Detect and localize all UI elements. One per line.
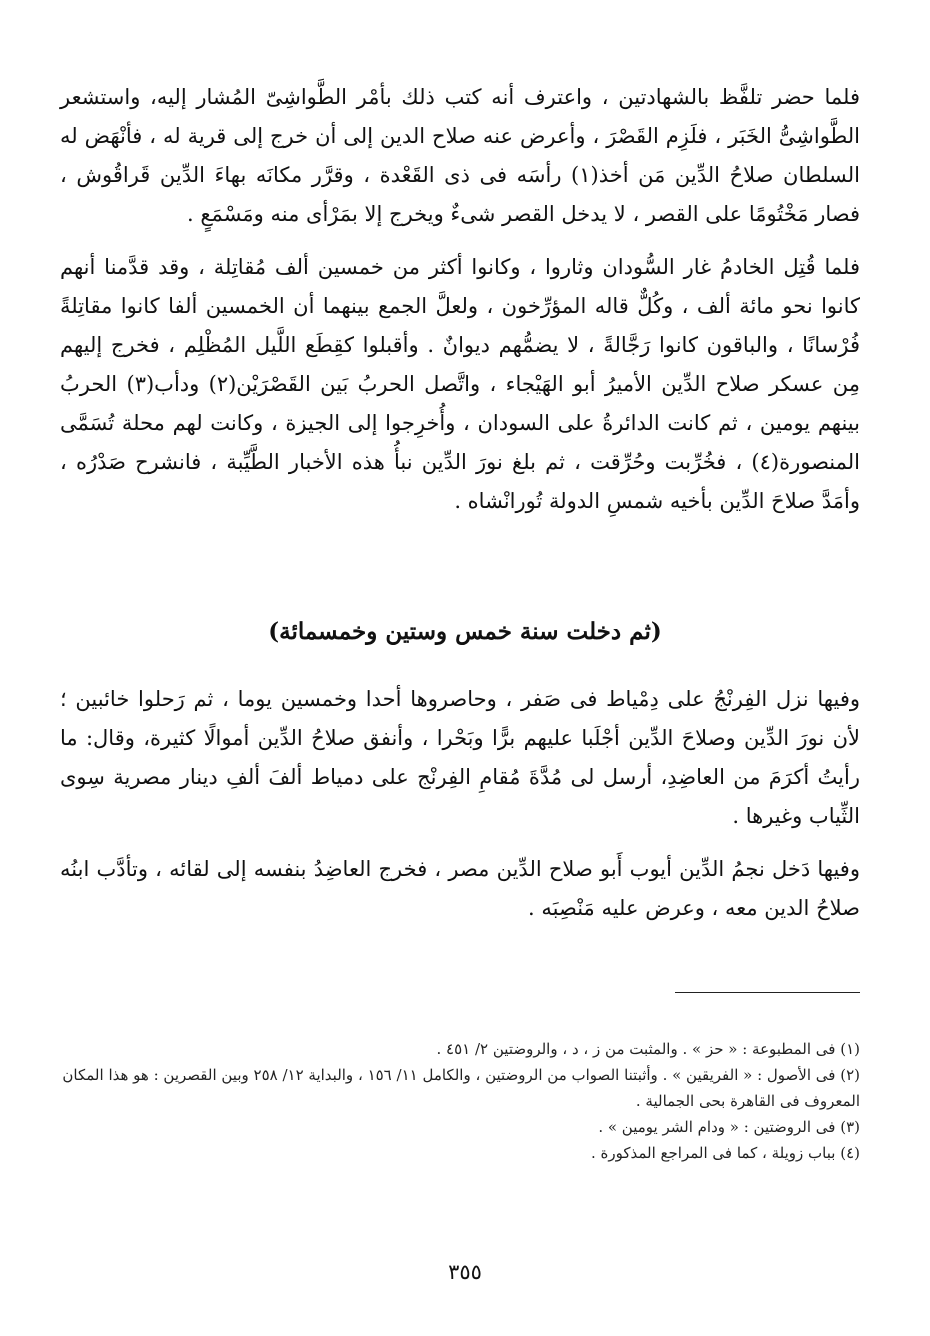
footnote-2: (٢) فى الأصول : « الفريقين » . وأثبتنا الصواب من الروضتين ، والكامل ١١/ ١٥٦ ، والبداية ١٢/ ٢٥٨ وبين القصرين : هو هذا المكان المعروف فى القاهرة بحى الجمالية .: [62, 1066, 860, 1110]
page-number: ٣٥٥: [448, 1260, 482, 1284]
footnotes: [60, 1036, 860, 1166]
footnote-3: (٣) فى الروضتين : « ودام الشر يومين » .: [598, 1118, 860, 1136]
footnote-1: (١) فى المطبوعة : « حز » . والمثبت من ز ، د ، والروضتين ٢/ ٤٥١ .: [436, 1040, 860, 1058]
main-text-block-2: [60, 680, 860, 928]
paragraph-3: وفيها نزل الفِرنْجُ على دِمْياط فى صَفر ، وحاصروها أحدا وخمسين يوما ، ثم رَحلوا خائبين ؛ لأن نورَ الدِّين وصلاحَ الدِّين أجْلَبا عليهم برًّا وبَحْرا ، وأنفق صلاحُ الدِّين أموالًا كثيرة، وقال: ما رأيتُ أكرَمَ من العاضِدِ، أرسل لى مُدَّةَ مُقامِ الفِرنْج على دمياط ألفَ ألفِ دينار مصرية سِوى الثِّياب وغيرها .: [60, 687, 860, 828]
section-heading: (ثم دخلت سنة خمس وستين وخمسمائة): [268, 618, 662, 645]
footnote-divider: [675, 992, 860, 993]
paragraph-2: فلما قُتِل الخادمُ غار السُّودان وثاروا ، وكانوا أكثر من خمسين ألف مُقاتِلة ، وقد قدَّمنا أنهم كانوا نحو مائة ألف ، وكُلٌّ قاله المؤرِّخون ، ولعلَّ الجمع بينهما أن الخمسين ألفا كانوا مقاتِلةً فُرْسانًا ، والباقون كانوا رَجَّالةً ، لا يضمُّهم ديوانٌ . وأقبلوا كقِطَع اللَّيل المُظْلِم ، فخرج إليهم مِن عسكر صلاح الدِّين الأميرُ أبو الهَيْجاء ، واتَّصل الحربُ بَين القَصْرَيْن(٢) ودأب(٣) الحربُ بينهم يومين ، ثم كانت الدائرةُ على السودان ، وأُخرِجوا إلى الجيزة ، وكانت لهم محلة تُسَمَّى المنصورة(٤) ، فخُرِّبت وحُرِّقت ، ثم بلغ نورَ الدِّين نبأُ هذه الأخبار الطَّيِّبة ، فانشرح صَدْرُه ، وأمَدَّ صلاحَ الدِّين بأخيه شمسِ الدولة تُورانْشاه .: [60, 255, 860, 513]
footnote-4: (٤) بباب زويلة ، كما فى المراجع المذكورة .: [590, 1144, 860, 1162]
paragraph-4: وفيها دَخل نجمُ الدِّين أيوب أَبو صلاح الدِّين مصر ، فخرج العاضِدُ بنفسه إلى لقائه ، وتأدَّب ابنُه صلاحُ الدين معه ، وعرض عليه مَنْصِبَه .: [60, 857, 860, 920]
main-text-block-1: [60, 78, 860, 521]
paragraph-1: فلما حضر تلفَّظ بالشهادتين ، واعترف أنه كتب ذلك بأمْر الطَّواشِىّ المُشار إليه، واستشعر الطَّواشِىُّ الخَبَر ، فلَزِم القَصْرَ ، وأعرض عنه صلاح الدين إلى أن خرج إلى قرية له ، فأنْهَض له السلطان صلاحُ الدِّين مَن أخذ(١) رأسَه فى ذى القَعْدة ، وقرَّر مكانَه بهاءَ الدِّين قَراقُوش ، فصار مَخْتُومًا على القصر ، لا يدخل القصر شىءٌ ويخرج إلا بمَرْأى منه ومَسْمَعٍ .: [60, 85, 860, 226]
